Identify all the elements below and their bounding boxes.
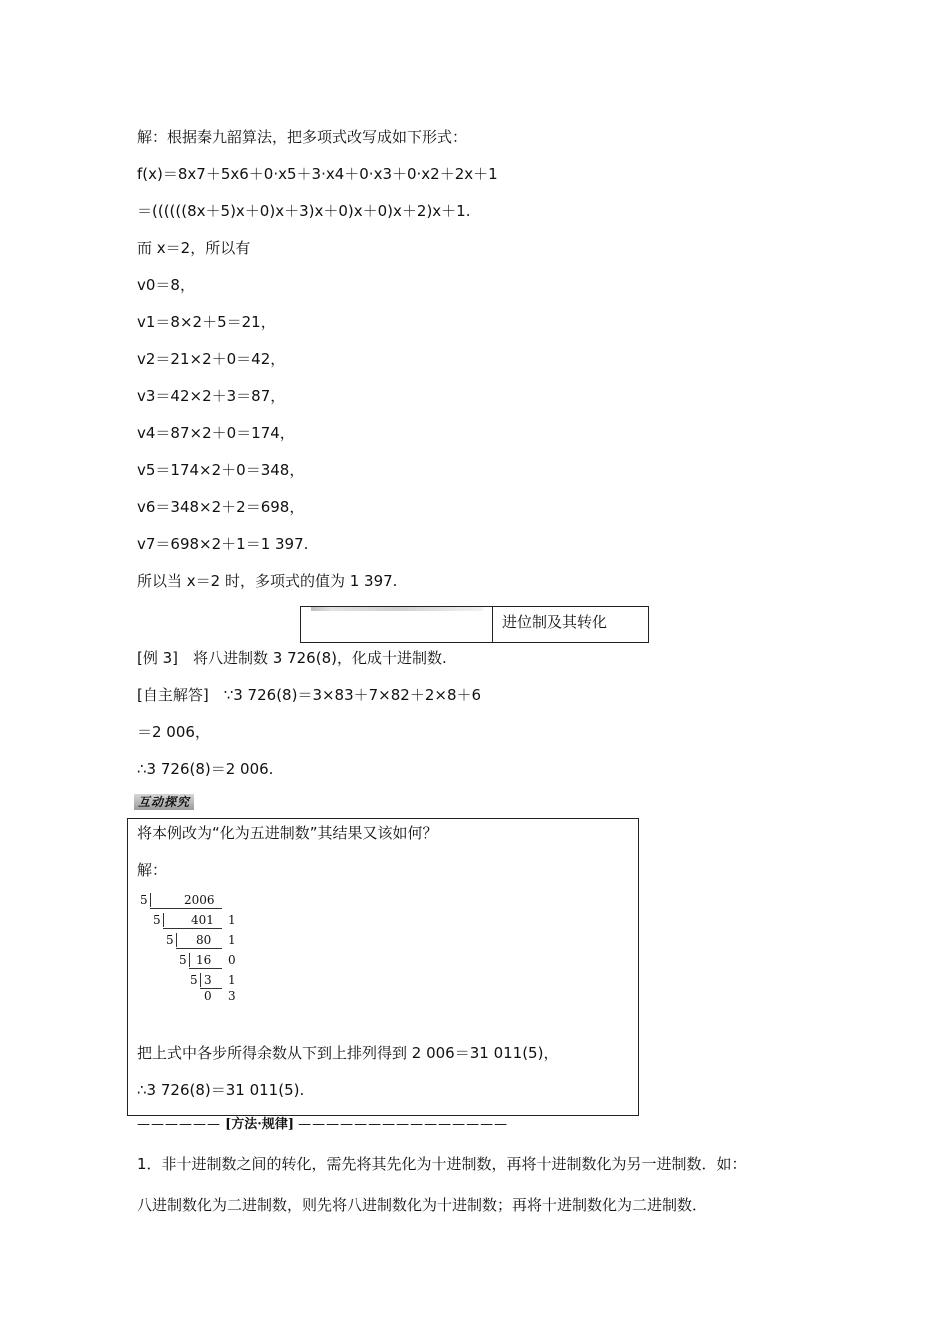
header-image-strip <box>311 607 483 611</box>
dividend-5: 3 <box>204 973 212 987</box>
divisor-4: 5 <box>179 953 187 967</box>
remainder-2: 1 <box>228 933 236 947</box>
method-dashes-right: ——————————————— <box>298 1117 509 1132</box>
final-quotient: 0 <box>204 989 212 1003</box>
v5-line: v5＝174×2＋0＝348， <box>137 461 305 479</box>
divisor-2: 5 <box>153 913 161 927</box>
interactive-conclusion1: 把上式中各步所得余数从下到上排列得到 2 006＝31 011(5)， <box>137 1044 559 1062</box>
example-problem: [例 3] 将八进制数 3 726(8)，化成十进制数. <box>137 649 447 667</box>
horner-form-line: ＝((((((8x＋5)x＋0)x＋3)x＋0)x＋0)x＋2)x＋1. <box>137 202 471 220</box>
section-header-image <box>301 607 493 642</box>
method-divider <box>137 1117 508 1133</box>
x-value-line: 而 x＝2，所以有 <box>137 239 251 257</box>
division-rule <box>163 928 222 929</box>
divisor-1: 5 <box>140 893 148 907</box>
rule-line1: 1．非十进制数之间的转化，需先将其先化为十进制数，再将十进制数化为另一进制数．如： <box>137 1155 747 1173</box>
v2-line: v2＝21×2＋0＝42， <box>137 350 286 368</box>
dividend-3: 80 <box>196 933 212 947</box>
remainder-4: 1 <box>228 973 236 987</box>
polynomial-line: f(x)＝8x7＋5x6＋0·x5＋3·x4＋0·x3＋0·x2＋2x＋1 <box>137 165 498 183</box>
v0-line: v0＝8， <box>137 276 195 294</box>
remainder-5: 3 <box>228 989 236 1003</box>
section-title: 进位制及其转化 <box>502 613 608 631</box>
division-bracket <box>189 953 190 967</box>
remainder-3: 0 <box>228 953 236 967</box>
solution-intro: 解：根据秦九韶算法，把多项式改写成如下形式： <box>137 128 468 146</box>
interactive-box <box>127 818 639 1116</box>
division-rule <box>189 968 222 969</box>
example-solution-line1: [自主解答] ∵3 726(8)＝3×83＋7×82＋2×8＋6 <box>137 686 482 704</box>
division-rule <box>150 908 222 909</box>
section-header <box>300 606 649 643</box>
method-label: [方法·规律] <box>225 1117 294 1132</box>
v4-line: v4＝87×2＋0＝174， <box>137 424 295 442</box>
v6-line: v6＝348×2＋2＝698， <box>137 498 305 516</box>
divisor-3: 5 <box>166 933 174 947</box>
division-bracket <box>200 973 201 987</box>
v3-line: v3＝42×2＋3＝87， <box>137 387 286 405</box>
interactive-conclusion2: ∴3 726(8)＝31 011(5). <box>137 1081 305 1099</box>
division-bracket <box>150 893 151 907</box>
dividend-1: 2006 <box>184 893 215 907</box>
remainder-1: 1 <box>228 913 236 927</box>
rule-line2: 八进制数化为二进制数，则先将八进制数化为十进制数；再将十进制数化为二进制数． <box>137 1196 708 1214</box>
division-bracket <box>176 933 177 947</box>
interactive-question: 将本例改为“化为五进制数”其结果又该如何？ <box>137 824 438 842</box>
interactive-answer-label: 解： <box>137 861 168 879</box>
short-division-figure <box>138 891 248 1009</box>
result-line: 所以当 x＝2 时，多项式的值为 1 397. <box>137 572 398 590</box>
v7-line: v7＝698×2＋1＝1 397. <box>137 535 309 553</box>
v1-line: v1＝8×2＋5＝21， <box>137 313 276 331</box>
division-bracket <box>163 913 164 927</box>
interactive-badge: 互动探究 <box>134 794 194 810</box>
division-rule <box>176 948 222 949</box>
divisor-5: 5 <box>190 973 198 987</box>
example-solution-line3: ∴3 726(8)＝2 006. <box>137 760 274 778</box>
example-solution-line2: ＝2 006， <box>137 723 210 741</box>
dividend-2: 401 <box>191 913 214 927</box>
method-dashes-left: —————— <box>137 1117 221 1132</box>
dividend-4: 16 <box>196 953 212 967</box>
